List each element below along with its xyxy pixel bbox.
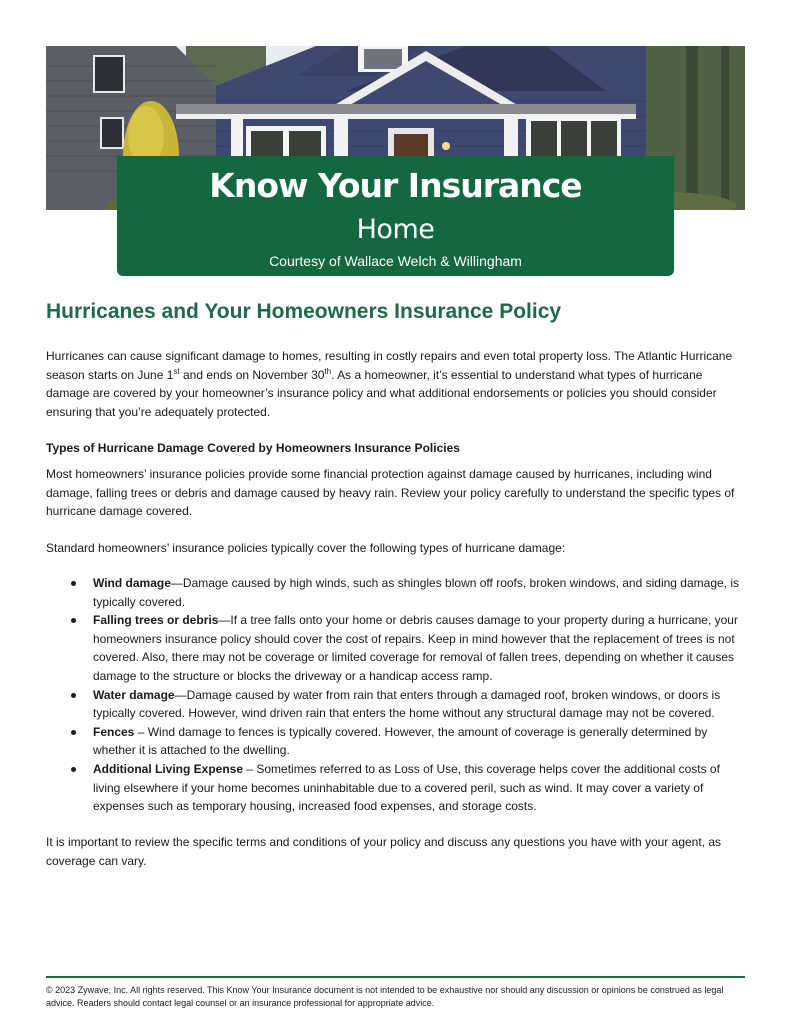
article-headline: Hurricanes and Your Homeowners Insurance Policy [46, 300, 562, 323]
intro-sup-2: th [324, 366, 332, 376]
list-intro-paragraph: Standard homeowners’ insurance policies typically cover the following types of hurricane damage: [46, 541, 566, 555]
closing-paragraph: It is important to review the specific terms and conditions of your policy and discuss any questions you have with your agent, as coverage can vary. [46, 835, 722, 868]
footer-disclaimer: © 2023 Zywave, Inc. All rights reserved. This Know Your Insurance document is not intended to be exhaustive nor should any discussion or opinions be construed as legal advice. Readers should contact legal counsel or an insurance professional for appropriate advice. [46, 985, 724, 1008]
list-item-text: – Sometimes referred to as Loss of Use, this coverage helps cover the additional costs of living elsewhere if your home becomes uninhabitable due to a covered peril, such as wind. It may cover a variety of expenses such as temporary housing, increased food expenses, and storage costs. [93, 761, 720, 814]
intro-text-1: Hurricanes can cause significant damage to homes, resulting in costly repairs and even total property loss. The Atlantic Hurricane season starts on June 1 [46, 349, 733, 382]
list-item [46, 686, 746, 723]
list-item [46, 760, 746, 816]
list-item [46, 574, 746, 611]
intro-text-3: . As a homeowner, it’s essential to understand what types of hurricane damage are covered by your homeowner’s insurance policy and what additional endorsements or policies you should consider ensuring that you’re adequately protected. [46, 367, 717, 419]
intro-text-2: and ends on November 30 [179, 367, 325, 382]
document-title: Know Your Insurance [209, 166, 582, 205]
section-subheading: Types of Hurricane Damage Covered by Homeowners Insurance Policies [46, 441, 460, 455]
intro-sup-1: st [173, 366, 180, 376]
list-item-text: —If a tree falls onto your home or debris causes damage to your property during a hurricane, your homeowners insurance policy should cover the cost of repairs. Keep in mind however that the replacement of trees is not covered. Also, there may not be coverage or limited coverage for removal of fallen trees, depending on whether it causes damage to the structure or blocks the driveway or a handicap access ramp. [93, 613, 738, 683]
footer-divider [46, 976, 745, 978]
list-item-text: —Damage caused by water from rain that enters through a damaged roof, broken windows, or doors is typically covered. However, wind driven rain that enters the home without any structural damage may not be covered. [93, 687, 721, 721]
list-item-text: – Wind damage to fences is typically covered. However, the amount of coverage is generally determined by whether it is attached to the dwelling. [93, 724, 708, 758]
list-item [46, 611, 746, 685]
bullet-icon [71, 730, 76, 735]
bullet-icon [71, 618, 76, 623]
title-panel [117, 156, 674, 276]
list-item-term: Additional Living Expense [93, 761, 244, 776]
agency-name: Wallace Welch & Willingham [344, 253, 522, 269]
courtesy-line [117, 253, 674, 269]
courtesy-prefix: Courtesy of [269, 253, 345, 269]
list-item-term: Water damage [93, 687, 175, 702]
bullet-icon [71, 767, 76, 772]
list-item [46, 723, 746, 760]
list-item-term: Fences [93, 724, 135, 739]
coverage-paragraph: Most homeowners’ insurance policies provide some financial protection against damage caused by hurricanes, including wind damage, falling trees or debris and damage caused by heavy rain. Review your policy carefully to understand the specific types of hurricane damage covered. [46, 467, 735, 519]
list-item-term: Wind damage [93, 576, 171, 590]
list-item-text: —Damage caused by high winds, such as shingles blown off roofs, broken windows, and siding damage, is typically covered. [93, 576, 740, 609]
damage-types-list [46, 574, 746, 816]
list-item-term: Falling trees or debris [93, 613, 219, 628]
bullet-icon [71, 581, 76, 586]
intro-paragraph [46, 347, 746, 421]
bullet-icon [71, 693, 76, 698]
document-category: Home [356, 214, 435, 245]
